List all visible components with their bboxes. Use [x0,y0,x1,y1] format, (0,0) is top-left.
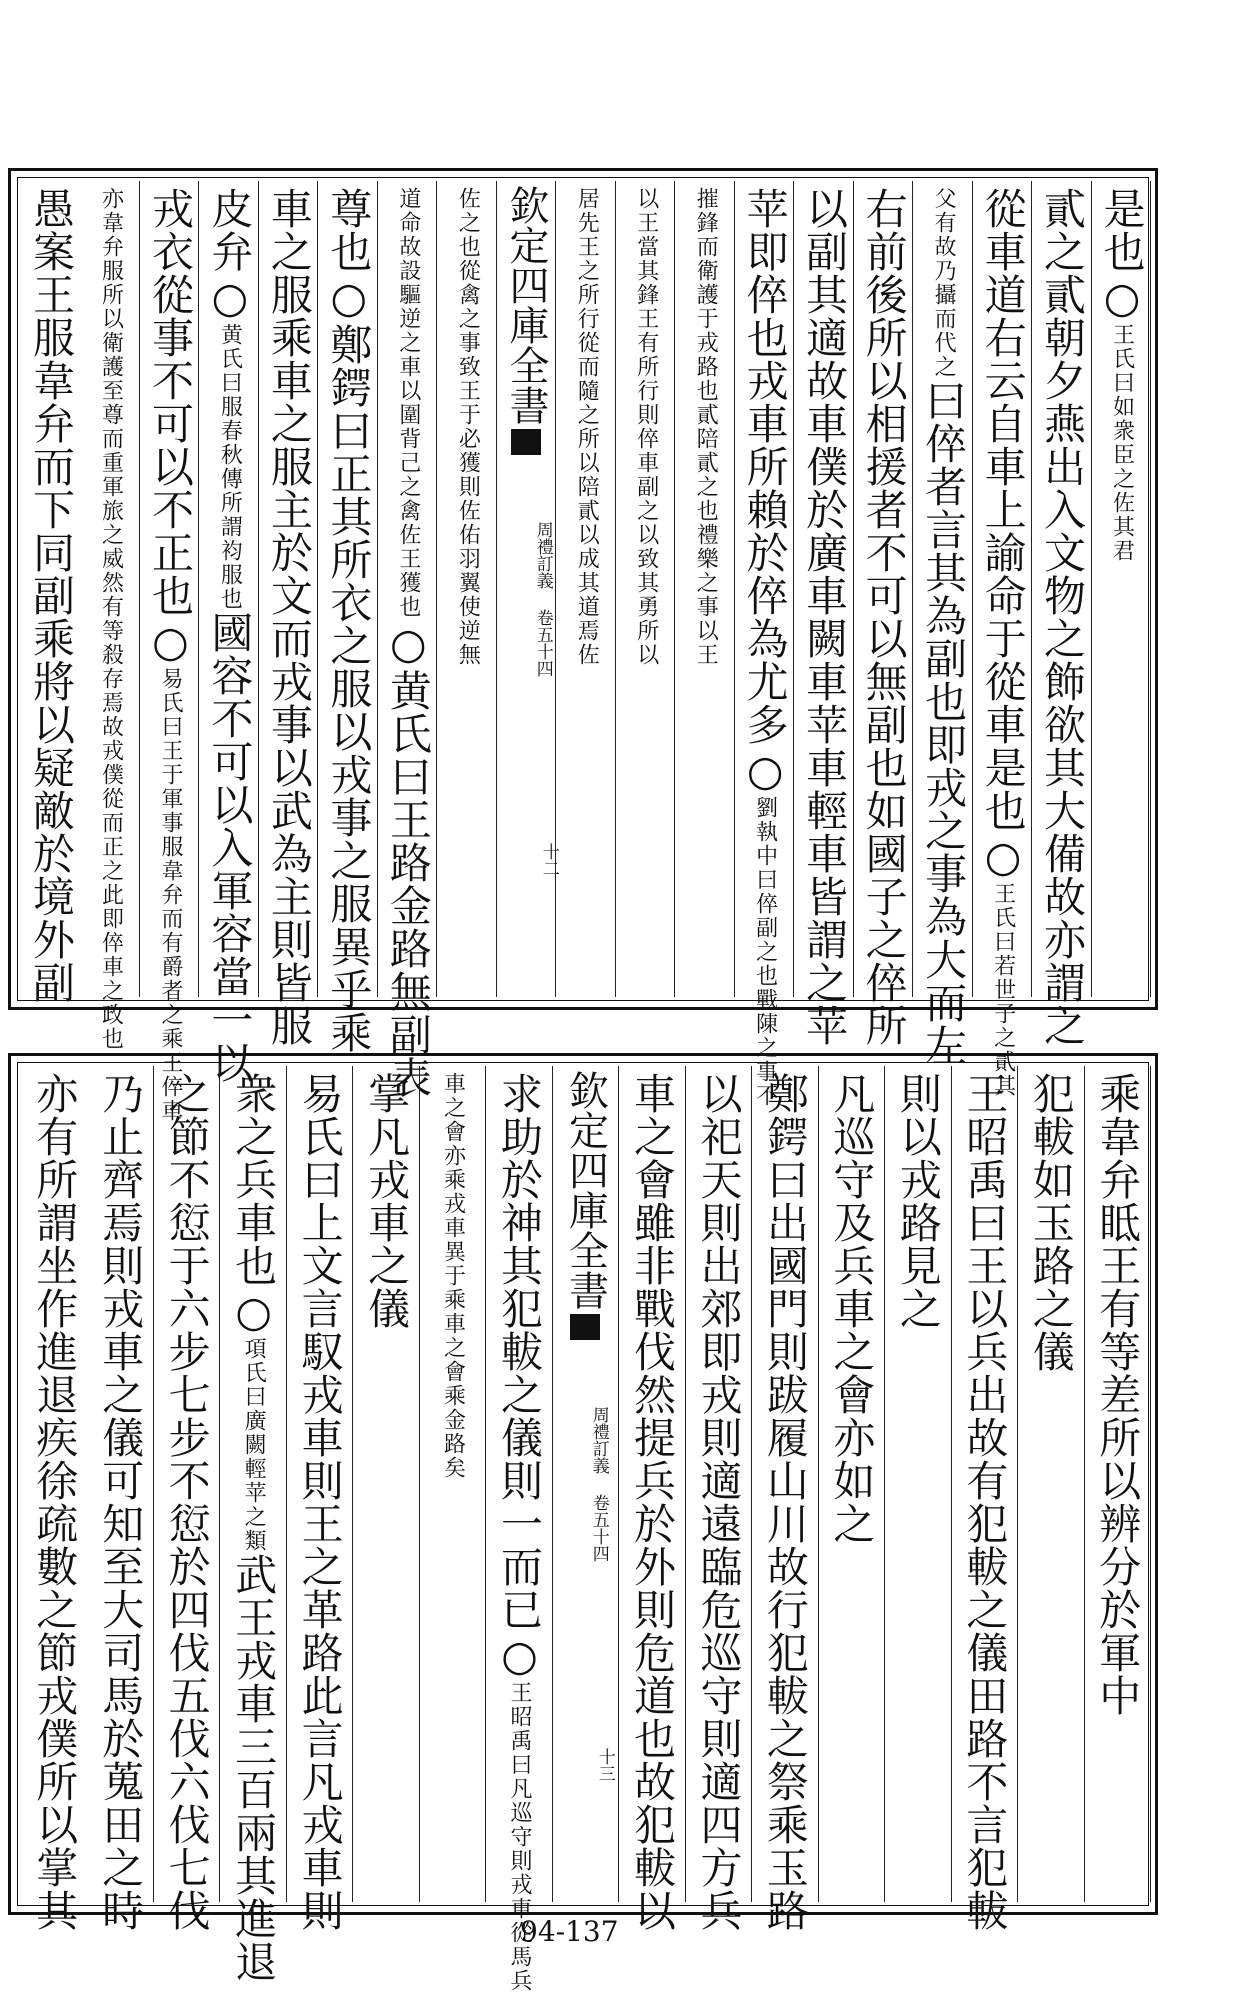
column-text [290,1072,350,1932]
column-text [223,1072,283,1983]
main-text: 則以戎路見之 [893,1072,943,1330]
column-text [794,187,854,1047]
column-text [378,187,438,1099]
text-column [154,1066,220,1932]
main-text: 從車道右云自車上諭命于從車是也○ [978,187,1028,882]
column-text [1087,1072,1147,1717]
column-text [157,1072,217,1932]
commentary-note: 車之會亦乘戎車異于乘車之會乘金路矣 [440,1072,466,1480]
column-text [888,1072,948,1330]
commentary-note: 居先王之所行從而隨之所以陪貳以成其道焉佐 [574,187,600,667]
main-text: 苹即倅也戎車所賴於倅為尤多○ [740,187,790,796]
text-column [794,181,853,1047]
text-column [21,1066,87,1932]
chapter-label: 周禮訂義 卷五十四 [532,521,553,677]
column-text [556,187,616,667]
column-text [259,187,319,1047]
text-column [318,181,377,1054]
text-column [619,1066,685,1932]
text-column [686,1066,752,1932]
main-text: 曰倅者言其為副也即戎之事為大而左 [919,379,969,1067]
main-text: ○黄氏曰王路金路無副表 [383,619,433,1099]
commentary-note: 項氏曰廣闕輕苹之類 [241,1337,267,1553]
main-text: 亦有所謂坐作進退疾徐疏數之節戎僕所以掌其 [30,1072,80,1932]
commentary-note: 易氏曰王于軍事服韋弁而有爵者之乘王倅車 [157,667,183,1123]
commentary-note: 道命故設驅逆之車以圍背己之禽佐王獲也 [395,187,421,619]
text-column [259,181,318,1047]
main-text: 犯軷如玉路之儀 [1026,1072,1076,1373]
main-text: 皮弁○ [205,187,255,323]
column-text [318,187,378,1054]
text-column [854,181,913,1047]
fishtail-mark-icon [511,429,541,455]
text-column [616,181,675,997]
column-text [973,187,1033,1098]
main-text: 戎衣從事不可以不正也○ [145,187,195,667]
text-column [973,181,1032,1098]
column-text [437,187,497,667]
fishtail-mark-icon [570,1314,600,1340]
column-text [854,187,914,1047]
column-text [675,187,735,667]
folio-number: 十三 [594,1748,615,1782]
text-column [437,181,496,997]
commentary-note: 父有故乃攝而代之 [931,187,957,379]
main-text: 掌凡戎車之儀 [362,1072,412,1330]
book-title: 欽定四庫全書 [503,185,550,425]
main-text: 凡巡守及兵車之會亦如之 [827,1072,877,1545]
page-number: 94-137 [520,1915,619,1948]
text-column [486,1066,552,1993]
main-text: 車之會雖非戰伐然提兵於外則危道也故犯軷以 [627,1072,677,1932]
text-column [1018,1066,1084,1902]
text-column [87,1066,153,1932]
commentary-note: 以王當其鋒王有所行則倅車副之以致其勇所以 [633,187,659,667]
commentary-note: 佐之也從禽之事致王于必獲則佐佑羽翼使逆無 [455,187,481,667]
main-text: 貳之貳朝夕燕出入文物之飾欲其大備故亦謂之 [1038,187,1088,1047]
column-text [140,187,200,1123]
text-column [1085,1066,1151,1902]
main-text: 衆之兵車也○ [229,1072,279,1337]
column-text [423,1072,483,1480]
commentary-note: 王氏曰如衆臣之佐其君 [1109,323,1135,563]
main-text: 尊也○鄭鍔曰正其所衣之服以戎事之服異乎乘 [324,187,374,1054]
column-text [735,187,795,1108]
text-column [287,1066,353,1932]
text-column [735,181,794,1108]
column-text [80,187,140,1051]
main-text: 國容不可以入軍容當一以 [205,611,255,1084]
column-text [1021,1072,1081,1373]
text-column [819,1066,885,1902]
text-column [752,1066,818,1932]
main-text: 以祀天則出郊即戎則適遠臨危巡守則適四方兵 [694,1072,744,1932]
text-column [140,181,199,1123]
text-column [1032,181,1091,1047]
column-text [1092,187,1152,563]
column-text [199,187,259,1084]
commentary-note: 亦韋弁服所以衛護至尊而重軍旅之威然有等殺存焉故戎僕從而正之此即倅車之政也 [98,187,124,1051]
commentary-note: 王昭禹曰凡巡守則戎車從馬兵 [507,1681,533,1993]
main-text: 乘韋弁眡王有等差所以辨分於軍中 [1093,1072,1143,1717]
book-title: 欽定四庫全書 [562,1070,609,1310]
column-text [1032,187,1092,1047]
text-column [220,1066,286,1983]
column-text [688,1072,748,1932]
text-column [199,181,258,1084]
column-text [954,1072,1014,1932]
commentary-note: 王氏曰若世子之貳其 [990,882,1016,1098]
text-column [378,181,437,1099]
main-text: 鄭鍔曰出國門則跋履山川故行犯軷之祭乘玉路 [760,1072,810,1932]
commentary-note: 劉執中曰倅副之也戰陳之事不 [752,796,778,1108]
commentary-note: 黄氏曰服春秋傳所謂袀服也 [217,323,243,611]
commentary-note: 摧鋒而衛護于戎路也貳陪貳之也禮樂之事以王 [693,187,719,667]
text-column [420,1066,486,1902]
column-text [90,1072,150,1932]
column-text [356,1072,416,1330]
main-text: 愚案王服韋弁而下同副乘將以疑敵於境外副 [27,187,76,1004]
column-text [755,1072,815,1932]
main-text: 易氏曰上文言馭戎車則王之革路此言凡戎車則 [295,1072,345,1932]
text-column [952,1066,1018,1932]
main-text: 是也○ [1097,187,1147,323]
column-text [21,187,81,1004]
main-text: 王昭禹曰王以兵出故有犯軷之儀田路不言犯軷 [960,1072,1010,1932]
main-text: 以副其適故車僕於廣車闕車苹車輕車皆謂之苹 [800,187,850,1047]
column-text [616,187,676,667]
main-text: 乃止齊焉則戎車之儀可知至大司馬於蒐田之時 [96,1072,146,1932]
column-text [489,1072,549,1993]
column-text [821,1072,881,1545]
main-text: 武王戎車三百兩其進退 [229,1553,279,1983]
chapter-label: 周禮訂義 卷五十四 [588,1406,609,1562]
text-column [913,181,972,1067]
main-text: 車之服乘車之服主於文而戎事以武為主則皆服 [264,187,314,1047]
main-text: 求助於神其犯軷之儀則一而已○ [495,1072,545,1681]
folio-number: 十二 [538,843,559,877]
text-column [1092,181,1151,997]
top-page-panel [8,168,1158,1123]
column-text [622,1072,682,1932]
column-text [24,1072,84,1932]
center-fold-column [553,1066,619,1902]
text-column [21,181,80,1004]
text-column [353,1066,419,1902]
text-column [556,181,615,997]
main-text: 右前後所以相援者不可以無副也如國子之倅所 [859,187,909,1047]
text-column [675,181,734,997]
column-text [913,187,973,1067]
center-fold-column [497,181,559,997]
text-column [885,1066,951,1902]
text-column [80,181,139,1051]
main-text: 之節不愆于六步七步不愆於四伐五伐六伐七伐 [162,1072,212,1932]
